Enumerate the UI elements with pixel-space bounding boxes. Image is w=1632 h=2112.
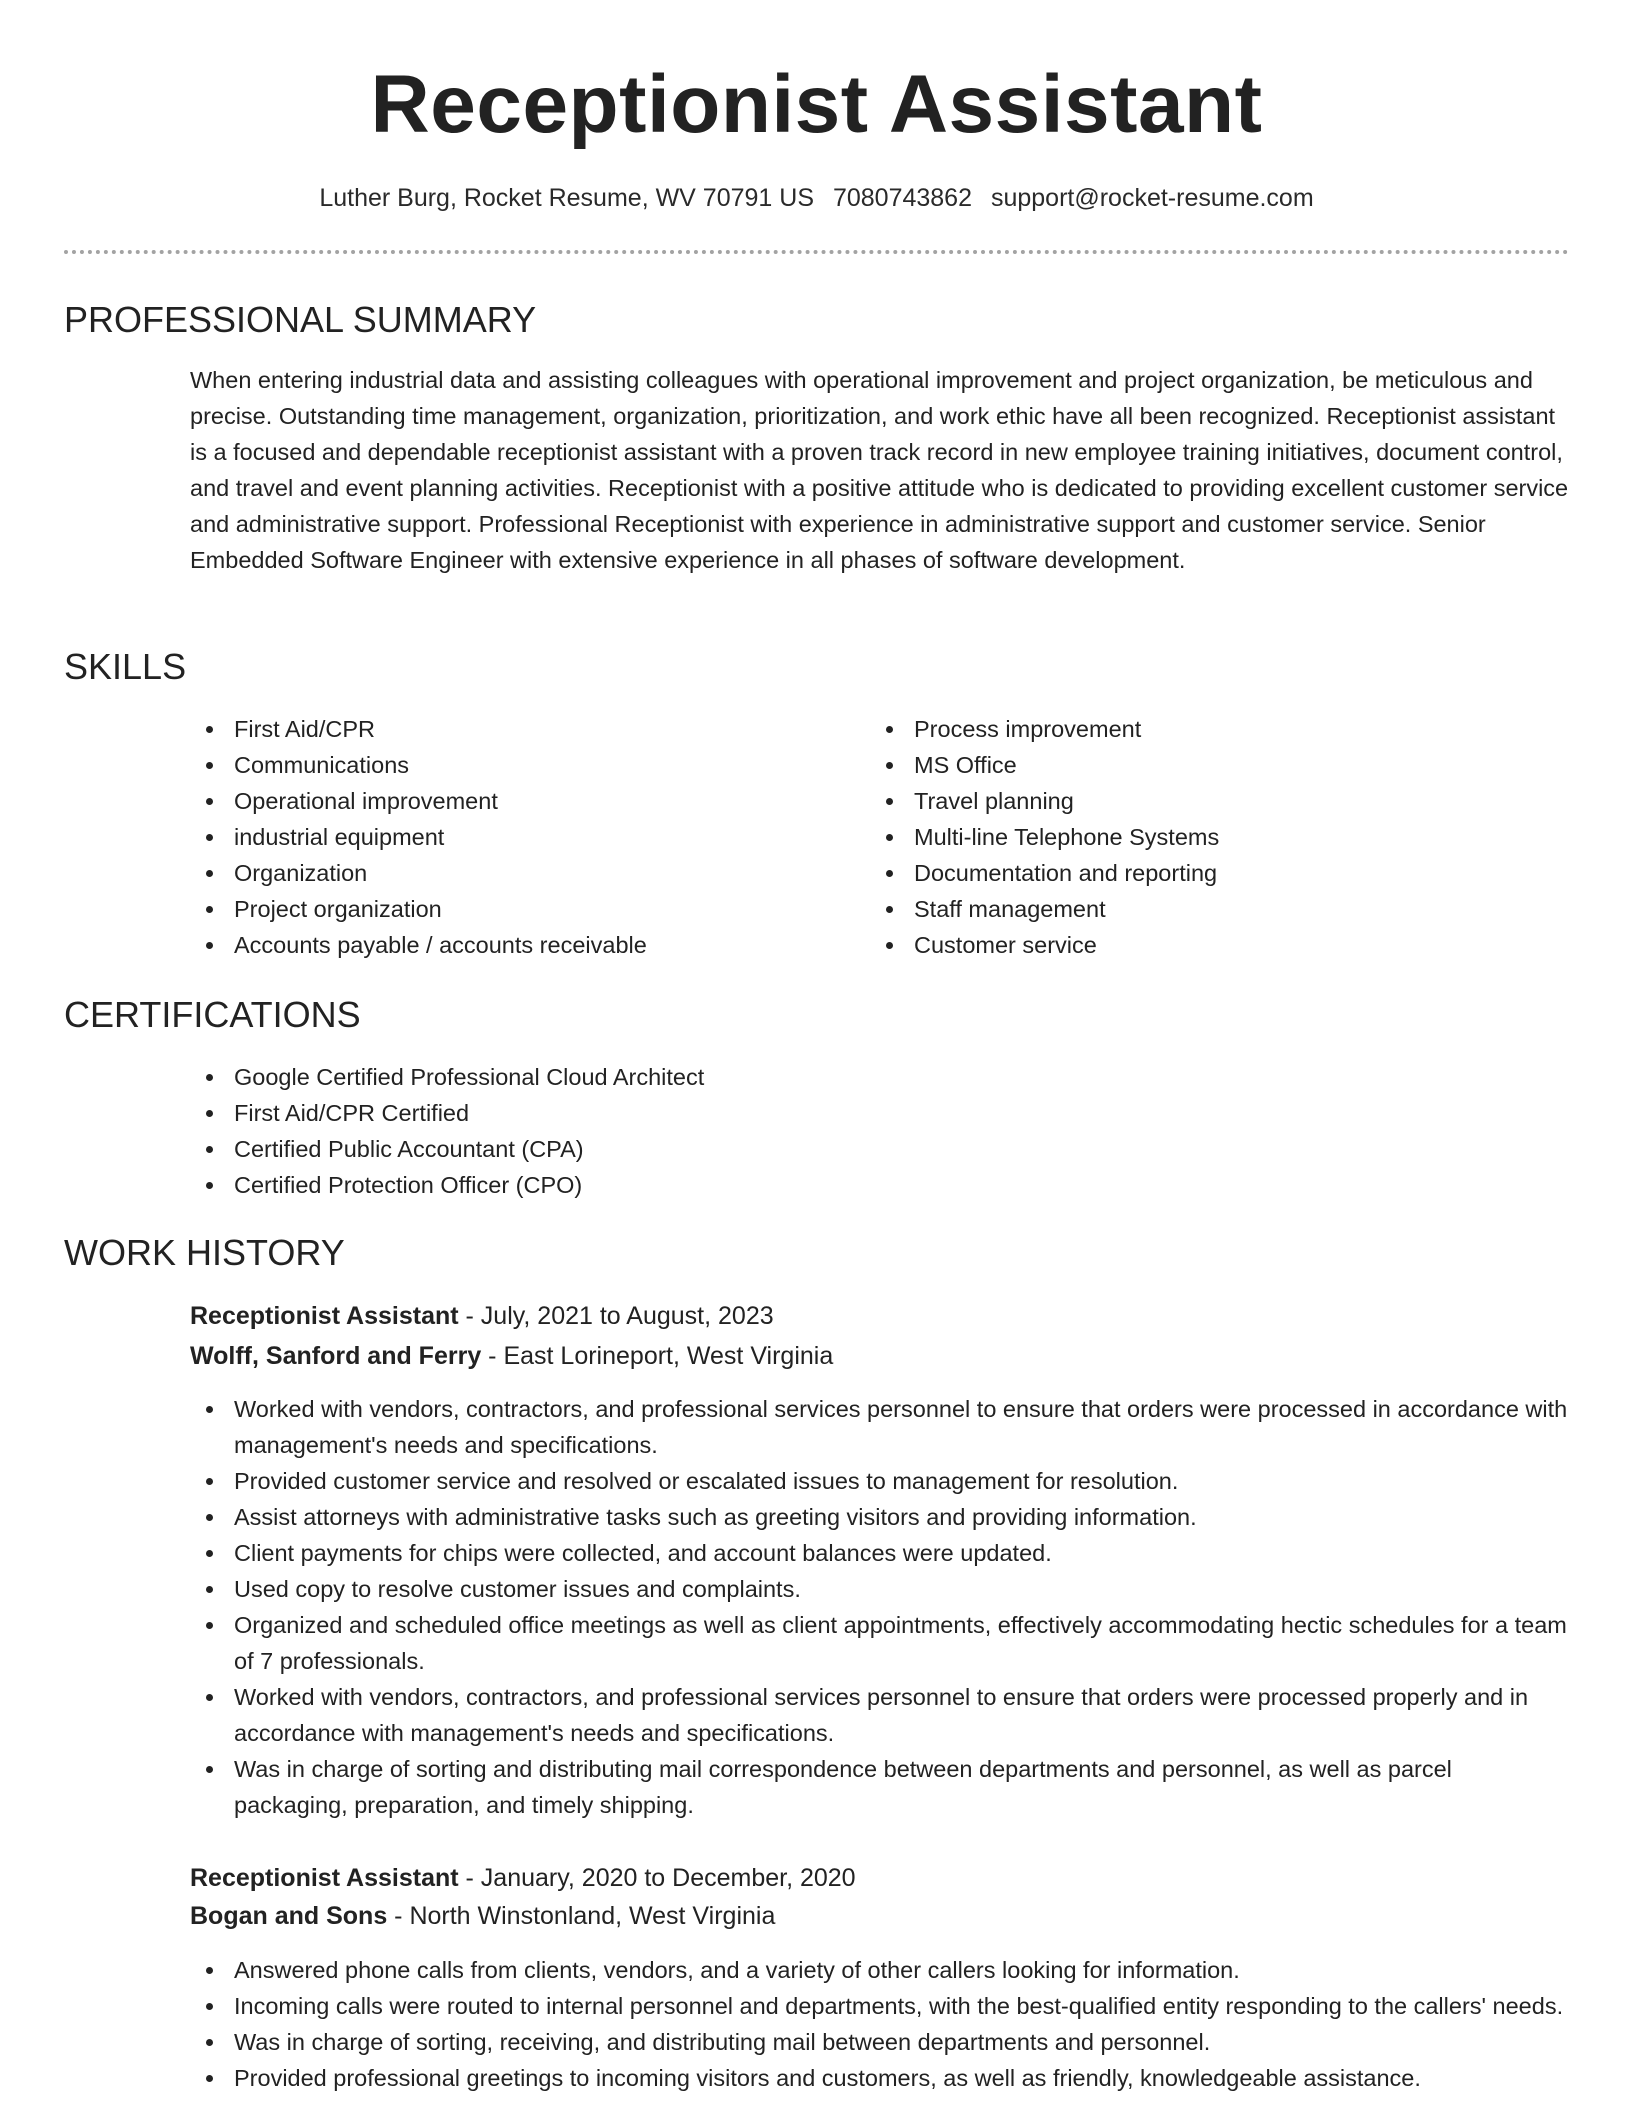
list-item: Certified Public Accountant (CPA) (190, 1131, 1190, 1167)
list-item: Documentation and reporting (870, 855, 1510, 891)
list-item: Staff management (870, 891, 1510, 927)
resume-name: Receptionist Assistant (370, 59, 1263, 150)
list-item: Assist attorneys with administrative tasks such as greeting visitors and providing information. (190, 1499, 1570, 1535)
skills-list-left (190, 711, 830, 963)
list-item: Was in charge of sorting, receiving, and distributing mail between departments and personnel. (190, 2024, 1570, 2060)
list-item: Travel planning (870, 783, 1510, 819)
list-item: Incoming calls were routed to internal personnel and departments, with the best-qualified entity responding to the callers' needs. (190, 1988, 1570, 2024)
list-item: Provided customer service and resolved or escalated issues to management for resolution. (190, 1463, 1570, 1499)
job-location: - North Winstonland, West Virginia (387, 1902, 776, 1930)
job-bullets (190, 1391, 1570, 1823)
list-item: Operational improvement (190, 783, 830, 819)
list-item: Process improvement (870, 711, 1510, 747)
resume-page (64, 0, 1569, 2112)
list-item: Worked with vendors, contractors, and professional services personnel to ensure that orders were processed in accordance with management's needs and specifications. (190, 1391, 1570, 1463)
list-item: Client payments for chips were collected, and account balances were updated. (190, 1535, 1570, 1571)
job-role: Receptionist Assistant (190, 1864, 459, 1892)
header-divider (64, 250, 1569, 254)
certifications-heading: CERTIFICATIONS (64, 994, 361, 1035)
skills-list-right (870, 711, 1510, 963)
list-item: Accounts payable / accounts receivable (190, 927, 830, 963)
contact-phone: 7080743862 (832, 184, 972, 212)
list-item: First Aid/CPR (190, 711, 830, 747)
job-company-line (190, 1897, 775, 1935)
job-dates: - July, 2021 to August, 2023 (458, 1302, 774, 1330)
list-item: Provided professional greetings to incoming visitors and customers, as well as friendly, knowledgeable assistance. (190, 2060, 1570, 2096)
job-company: Wolff, Sanford and Ferry (190, 1342, 482, 1370)
work-history-heading: WORK HISTORY (64, 1232, 345, 1273)
list-item: Google Certified Professional Cloud Architect (190, 1059, 1190, 1095)
list-item: Worked with vendors, contractors, and professional services personnel to ensure that orders were processed properly and in accordance with management's needs and specifications. (190, 1679, 1570, 1751)
list-item: Organization (190, 855, 830, 891)
list-item: Certified Protection Officer (CPO) (190, 1167, 1190, 1203)
job-role: Receptionist Assistant (190, 1302, 459, 1330)
list-item: MS Office (870, 747, 1510, 783)
job-title-line (190, 1297, 774, 1335)
skills-heading: SKILLS (64, 646, 187, 687)
list-item: Multi-line Telephone Systems (870, 819, 1510, 855)
list-item: Communications (190, 747, 830, 783)
list-item: Was in charge of sorting and distributing mail correspondence between departments and personnel, as well as parcel packaging, preparation, and timely shipping. (190, 1751, 1570, 1823)
job-bullets (190, 1952, 1570, 2096)
job-company: Bogan and Sons (190, 1902, 388, 1930)
summary-heading: PROFESSIONAL SUMMARY (64, 299, 537, 340)
job-title-line (190, 1859, 856, 1897)
job-location: - East Lorineport, West Virginia (481, 1342, 834, 1370)
list-item: Project organization (190, 891, 830, 927)
summary-text: When entering industrial data and assisting colleagues with operational improvement and project organization, be meticulous and precise. Outstanding time management, organization, prioritization, and work ethic have all been recognized. Receptionist assistant is a focused and dependable receptionist assistant with a proven track record in new employee training initiatives, document control, and travel and event planning activities. Receptionist with a positive attitude who is dedicated to providing excellent customer service and administrative support. Professional Receptionist with experience in administrative support and customer service. Senior Embedded Software Engineer with extensive experience in all phases of software development. (190, 367, 1569, 573)
contact-line (64, 180, 1569, 216)
list-item: Organized and scheduled office meetings as well as client appointments, effectively accommodating hectic schedules for a team of 7 professionals. (190, 1607, 1570, 1679)
list-item: Used copy to resolve customer issues and complaints. (190, 1571, 1570, 1607)
list-item: Answered phone calls from clients, vendors, and a variety of other callers looking for information. (190, 1952, 1570, 1988)
contact-address: Luther Burg, Rocket Resume, WV 70791 US (319, 184, 814, 212)
list-item: industrial equipment (190, 819, 830, 855)
contact-email[interactable]: support@rocket-resume.com (990, 184, 1314, 212)
list-item: First Aid/CPR Certified (190, 1095, 1190, 1131)
job-company-line (190, 1337, 833, 1375)
certifications-list (190, 1059, 1190, 1203)
job-dates: - January, 2020 to December, 2020 (458, 1864, 856, 1892)
list-item: Customer service (870, 927, 1510, 963)
